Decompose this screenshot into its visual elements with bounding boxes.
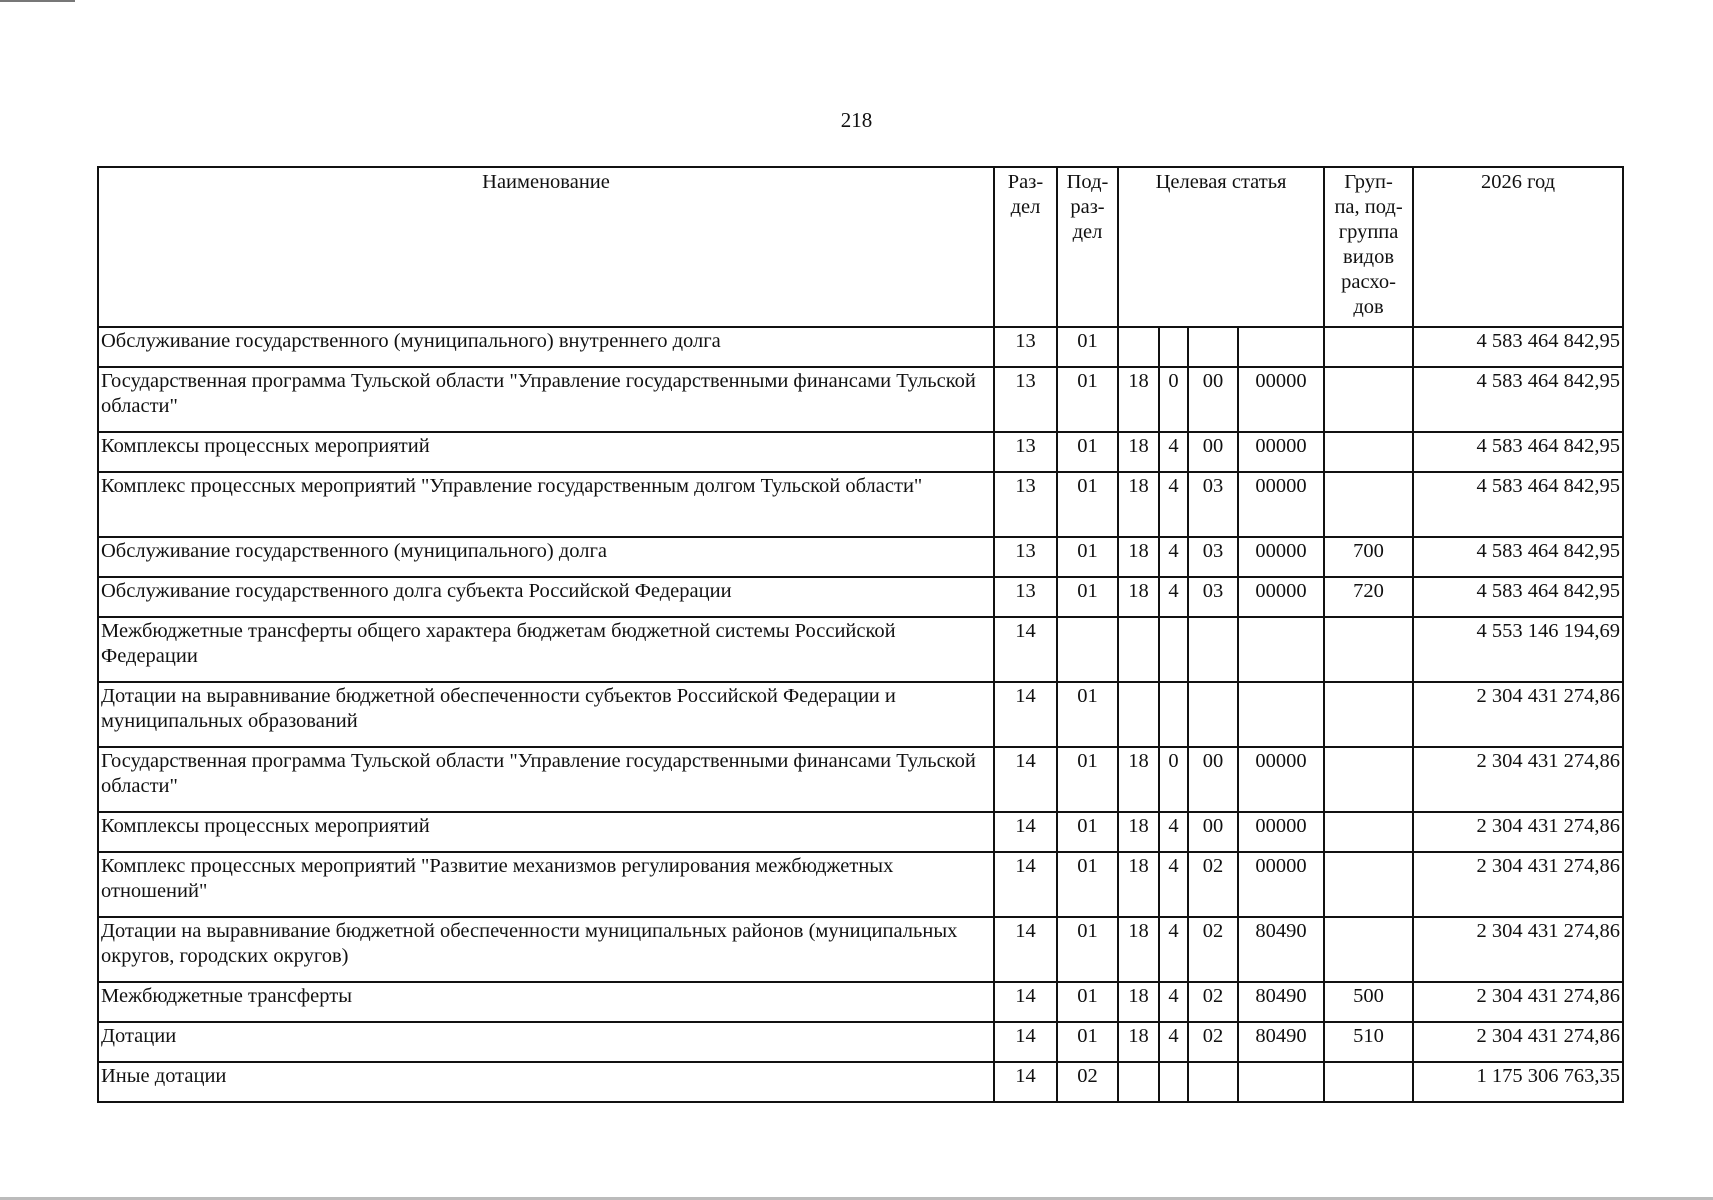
cell-expense-group: 700 [1324, 537, 1413, 577]
cell-amount: 4 583 464 842,95 [1413, 577, 1623, 617]
cell-target-direction: 00000 [1238, 812, 1324, 852]
cell-target-direction: 00000 [1238, 747, 1324, 812]
cell-razdel: 13 [994, 432, 1057, 472]
cell-target-direction [1238, 327, 1324, 367]
cell-target-direction: 80490 [1238, 982, 1324, 1022]
cell-podrazdel: 01 [1057, 812, 1118, 852]
cell-name: Комплекс процессных мероприятий "Развитие механизмов регулирования межбюджетных отношений" [98, 852, 994, 917]
cell-podrazdel: 01 [1057, 982, 1118, 1022]
cell-razdel: 13 [994, 367, 1057, 432]
cell-target-direction [1238, 682, 1324, 747]
cell-target-program: 18 [1118, 577, 1159, 617]
cell-amount: 2 304 431 274,86 [1413, 982, 1623, 1022]
cell-amount: 2 304 431 274,86 [1413, 852, 1623, 917]
table-row [98, 472, 1623, 537]
cell-razdel: 13 [994, 537, 1057, 577]
cell-podrazdel [1057, 617, 1118, 682]
cell-amount: 4 553 146 194,69 [1413, 617, 1623, 682]
cell-podrazdel: 01 [1057, 917, 1118, 982]
cell-target-sub [1188, 617, 1238, 682]
cell-name: Межбюджетные трансферты общего характера бюджетам бюджетной системы Российской Федерации [98, 617, 994, 682]
cell-target-type: 4 [1159, 852, 1188, 917]
cell-expense-group [1324, 617, 1413, 682]
cell-target-program [1118, 617, 1159, 682]
cell-expense-group [1324, 852, 1413, 917]
cell-target-direction: 00000 [1238, 852, 1324, 917]
cell-podrazdel: 01 [1057, 747, 1118, 812]
budget-table [97, 166, 1624, 1103]
cell-expense-group [1324, 1062, 1413, 1102]
table-header-row [98, 167, 1623, 327]
cell-target-program: 18 [1118, 917, 1159, 982]
cell-target-sub: 00 [1188, 747, 1238, 812]
cell-name: Обслуживание государственного (муниципального) долга [98, 537, 994, 577]
cell-target-direction: 00000 [1238, 537, 1324, 577]
cell-target-type: 4 [1159, 1022, 1188, 1062]
scan-artifact-top [0, 0, 75, 2]
header-name: Наименование [98, 167, 994, 327]
cell-target-program: 18 [1118, 1022, 1159, 1062]
cell-podrazdel: 01 [1057, 1022, 1118, 1062]
cell-razdel: 14 [994, 852, 1057, 917]
cell-razdel: 14 [994, 982, 1057, 1022]
cell-target-direction: 00000 [1238, 367, 1324, 432]
cell-amount: 4 583 464 842,95 [1413, 537, 1623, 577]
cell-podrazdel: 01 [1057, 432, 1118, 472]
cell-name: Обслуживание государственного долга субъекта Российской Федерации [98, 577, 994, 617]
cell-podrazdel: 01 [1057, 472, 1118, 537]
header-target-article: Целевая статья [1118, 167, 1324, 327]
table-row [98, 747, 1623, 812]
cell-razdel: 14 [994, 812, 1057, 852]
cell-razdel: 13 [994, 327, 1057, 367]
cell-expense-group: 510 [1324, 1022, 1413, 1062]
cell-target-program: 18 [1118, 812, 1159, 852]
cell-razdel: 14 [994, 917, 1057, 982]
table-row [98, 852, 1623, 917]
header-expense-group: Груп- па, под- группа видов расхо- дов [1324, 167, 1413, 327]
cell-razdel: 13 [994, 577, 1057, 617]
cell-target-sub: 02 [1188, 1022, 1238, 1062]
cell-amount: 4 583 464 842,95 [1413, 432, 1623, 472]
table-row [98, 812, 1623, 852]
cell-name: Обслуживание государственного (муниципального) внутреннего долга [98, 327, 994, 367]
cell-razdel: 14 [994, 1022, 1057, 1062]
cell-target-type: 4 [1159, 472, 1188, 537]
cell-target-program: 18 [1118, 432, 1159, 472]
cell-podrazdel: 01 [1057, 327, 1118, 367]
cell-target-type: 4 [1159, 917, 1188, 982]
cell-expense-group [1324, 367, 1413, 432]
cell-target-direction: 80490 [1238, 1022, 1324, 1062]
cell-target-type: 4 [1159, 812, 1188, 852]
cell-target-type: 0 [1159, 367, 1188, 432]
cell-target-direction: 00000 [1238, 472, 1324, 537]
cell-target-program [1118, 682, 1159, 747]
cell-target-program: 18 [1118, 367, 1159, 432]
cell-target-sub: 00 [1188, 367, 1238, 432]
cell-expense-group [1324, 472, 1413, 537]
table-row [98, 617, 1623, 682]
cell-expense-group [1324, 917, 1413, 982]
cell-target-sub: 03 [1188, 577, 1238, 617]
cell-target-program: 18 [1118, 747, 1159, 812]
cell-target-sub [1188, 1062, 1238, 1102]
cell-target-direction: 00000 [1238, 432, 1324, 472]
cell-name: Комплекс процессных мероприятий "Управление государственным долгом Тульской области" [98, 472, 994, 537]
table-row [98, 1062, 1623, 1102]
cell-name: Комплексы процессных мероприятий [98, 812, 994, 852]
cell-amount: 4 583 464 842,95 [1413, 327, 1623, 367]
cell-target-sub: 00 [1188, 432, 1238, 472]
cell-podrazdel: 01 [1057, 537, 1118, 577]
cell-name: Дотации на выравнивание бюджетной обеспеченности субъектов Российской Федерации и муниципальных образований [98, 682, 994, 747]
cell-target-sub: 03 [1188, 472, 1238, 537]
cell-expense-group [1324, 812, 1413, 852]
cell-razdel: 14 [994, 747, 1057, 812]
cell-target-program: 18 [1118, 852, 1159, 917]
cell-target-sub [1188, 327, 1238, 367]
cell-name: Межбюджетные трансферты [98, 982, 994, 1022]
header-podrazdel: Под- раз- дел [1057, 167, 1118, 327]
cell-target-program [1118, 327, 1159, 367]
cell-name: Комплексы процессных мероприятий [98, 432, 994, 472]
cell-target-direction [1238, 617, 1324, 682]
cell-razdel: 13 [994, 472, 1057, 537]
cell-target-sub: 02 [1188, 852, 1238, 917]
table-row [98, 682, 1623, 747]
cell-target-direction: 80490 [1238, 917, 1324, 982]
cell-target-direction [1238, 1062, 1324, 1102]
cell-target-sub [1188, 682, 1238, 747]
table-row [98, 432, 1623, 472]
cell-target-program: 18 [1118, 472, 1159, 537]
cell-expense-group: 500 [1324, 982, 1413, 1022]
cell-razdel: 14 [994, 1062, 1057, 1102]
cell-podrazdel: 01 [1057, 577, 1118, 617]
cell-name: Дотации [98, 1022, 994, 1062]
cell-amount: 4 583 464 842,95 [1413, 472, 1623, 537]
cell-target-type [1159, 682, 1188, 747]
cell-expense-group [1324, 327, 1413, 367]
cell-target-type: 0 [1159, 747, 1188, 812]
cell-target-type [1159, 1062, 1188, 1102]
cell-amount: 2 304 431 274,86 [1413, 917, 1623, 982]
cell-podrazdel: 01 [1057, 367, 1118, 432]
cell-amount: 2 304 431 274,86 [1413, 1022, 1623, 1062]
table-row [98, 577, 1623, 617]
cell-podrazdel: 02 [1057, 1062, 1118, 1102]
cell-target-program: 18 [1118, 982, 1159, 1022]
cell-razdel: 14 [994, 682, 1057, 747]
cell-expense-group [1324, 432, 1413, 472]
cell-amount: 2 304 431 274,86 [1413, 682, 1623, 747]
cell-target-type: 4 [1159, 432, 1188, 472]
cell-target-sub: 02 [1188, 982, 1238, 1022]
header-year-2026: 2026 год [1413, 167, 1623, 327]
cell-expense-group [1324, 682, 1413, 747]
cell-name: Государственная программа Тульской области "Управление государственными финансами Тульской области" [98, 747, 994, 812]
cell-target-direction: 00000 [1238, 577, 1324, 617]
cell-target-type: 4 [1159, 577, 1188, 617]
cell-target-program [1118, 1062, 1159, 1102]
cell-amount: 4 583 464 842,95 [1413, 367, 1623, 432]
table-row [98, 982, 1623, 1022]
table-body [98, 327, 1623, 1102]
cell-amount: 1 175 306 763,35 [1413, 1062, 1623, 1102]
cell-razdel: 14 [994, 617, 1057, 682]
cell-name: Дотации на выравнивание бюджетной обеспеченности муниципальных районов (муниципальных округов, городских округов) [98, 917, 994, 982]
cell-target-sub: 02 [1188, 917, 1238, 982]
header-razdel: Раз- дел [994, 167, 1057, 327]
table-row [98, 327, 1623, 367]
cell-podrazdel: 01 [1057, 852, 1118, 917]
cell-podrazdel: 01 [1057, 682, 1118, 747]
table-row [98, 917, 1623, 982]
cell-target-type [1159, 327, 1188, 367]
cell-target-sub: 00 [1188, 812, 1238, 852]
cell-amount: 2 304 431 274,86 [1413, 812, 1623, 852]
table-row [98, 1022, 1623, 1062]
cell-expense-group: 720 [1324, 577, 1413, 617]
table-row [98, 367, 1623, 432]
cell-target-sub: 03 [1188, 537, 1238, 577]
cell-target-type: 4 [1159, 537, 1188, 577]
cell-target-program: 18 [1118, 537, 1159, 577]
cell-amount: 2 304 431 274,86 [1413, 747, 1623, 812]
cell-target-type [1159, 617, 1188, 682]
cell-name: Государственная программа Тульской области "Управление государственными финансами Тульской области" [98, 367, 994, 432]
cell-name: Иные дотации [98, 1062, 994, 1102]
cell-target-type: 4 [1159, 982, 1188, 1022]
page-number: 218 [840, 108, 873, 132]
cell-expense-group [1324, 747, 1413, 812]
table-row [98, 537, 1623, 577]
